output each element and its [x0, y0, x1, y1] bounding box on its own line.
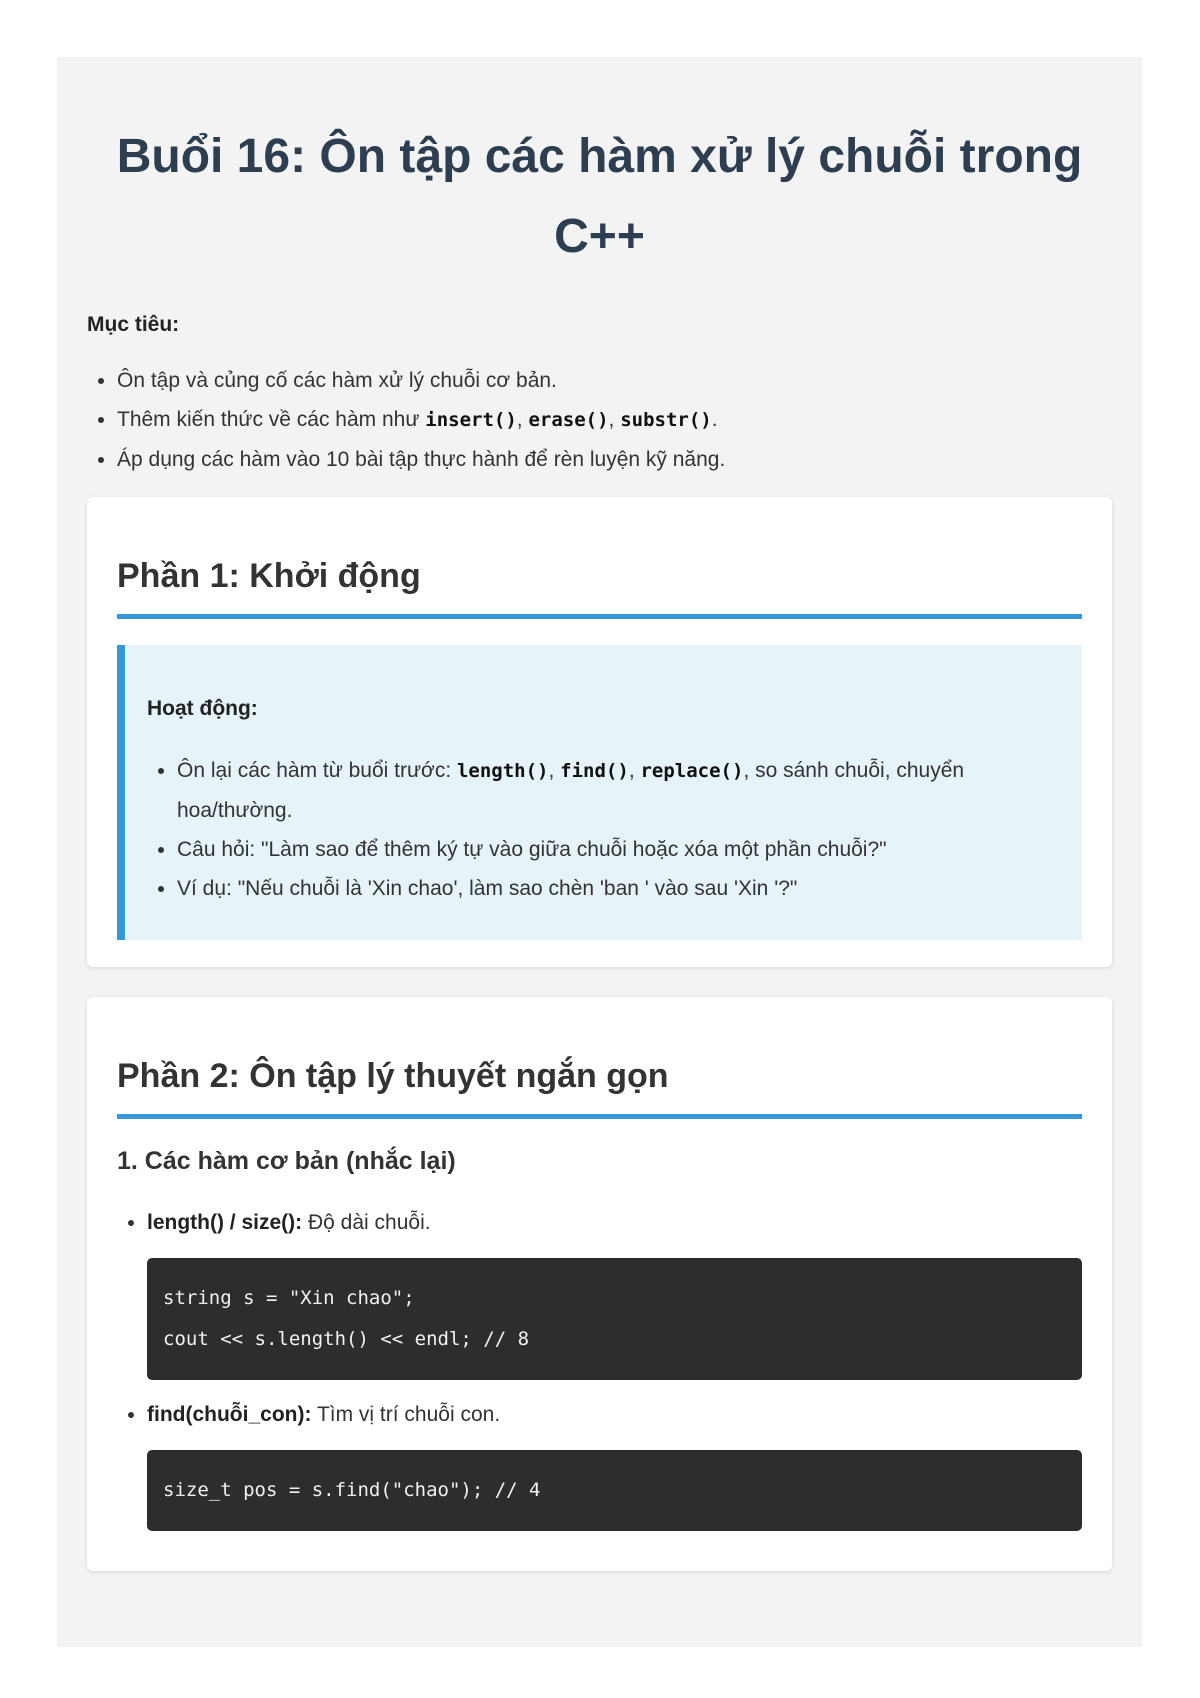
- code-length: length(): [456, 760, 549, 782]
- goals-list: [87, 361, 1112, 479]
- goal-text: Ôn tập và củng cố các hàm xử lý chuỗi cơ bản.: [117, 369, 557, 392]
- function-name: length() / size():: [147, 1211, 303, 1234]
- part2-heading: Phần 2: Ôn tập lý thuyết ngắn gọn: [117, 1057, 1082, 1119]
- code-replace: replace(): [640, 760, 744, 782]
- page-title: Buổi 16: Ôn tập các hàm xử lý chuỗi trong C++: [116, 130, 1083, 263]
- activity-item: [177, 830, 1052, 869]
- separator: ,: [608, 408, 621, 431]
- activity-text: Câu hỏi: "Làm sao để thêm ký tự vào giữa chuỗi hoặc xóa một phần chuỗi?": [177, 838, 887, 861]
- activity-label: Hoạt động:: [147, 697, 258, 720]
- goal-item: [117, 440, 1112, 479]
- goal-text: Thêm kiến thức về các hàm như: [117, 408, 426, 431]
- activity-text: , so sánh chuỗi, chuyển hoa/thường.: [177, 759, 965, 822]
- goals-label: Mục tiêu:: [87, 313, 180, 336]
- code-find: find(): [560, 760, 629, 782]
- activity-item: [177, 869, 1052, 908]
- part2-subheading: 1. Các hàm cơ bản (nhắc lại): [117, 1147, 456, 1175]
- goal-item: [117, 361, 1112, 400]
- function-name: find(chuỗi_con):: [147, 1403, 312, 1426]
- code-block: [147, 1258, 1082, 1380]
- activity-item: [177, 751, 1052, 830]
- separator: ,: [516, 408, 529, 431]
- code-block: [147, 1450, 1082, 1531]
- code-insert: insert(): [425, 409, 517, 431]
- document-page: [57, 57, 1142, 1647]
- separator: ,: [628, 759, 641, 782]
- goal-text: Áp dụng các hàm vào 10 bài tập thực hành để rèn luyện kỹ năng.: [117, 448, 726, 471]
- goal-text: .: [711, 408, 718, 431]
- code-block-text: string s = "Xin chao"; cout << s.length() << endl; // 8: [163, 1287, 530, 1350]
- function-desc: Độ dài chuỗi.: [302, 1211, 431, 1234]
- function-desc: Tìm vị trí chuỗi con.: [311, 1403, 501, 1426]
- goal-item: [117, 400, 1112, 440]
- function-item: [147, 1208, 1082, 1380]
- code-erase: erase(): [528, 409, 609, 431]
- code-block-text: size_t pos = s.find("chao"); // 4: [163, 1479, 541, 1501]
- function-item: [147, 1400, 1082, 1531]
- part1-heading: Phần 1: Khởi động: [117, 557, 1082, 619]
- activity-text: Ôn lại các hàm từ buổi trước:: [177, 759, 457, 782]
- code-substr: substr(): [620, 409, 712, 431]
- activity-box: [117, 645, 1082, 940]
- activity-text: Ví dụ: "Nếu chuỗi là 'Xin chao', làm sao chèn 'ban ' vào sau 'Xin '?": [177, 877, 798, 900]
- part2-card: [87, 997, 1112, 1571]
- function-list: [117, 1208, 1082, 1531]
- part1-card: [87, 497, 1112, 967]
- activity-list: [147, 751, 1052, 908]
- separator: ,: [548, 759, 561, 782]
